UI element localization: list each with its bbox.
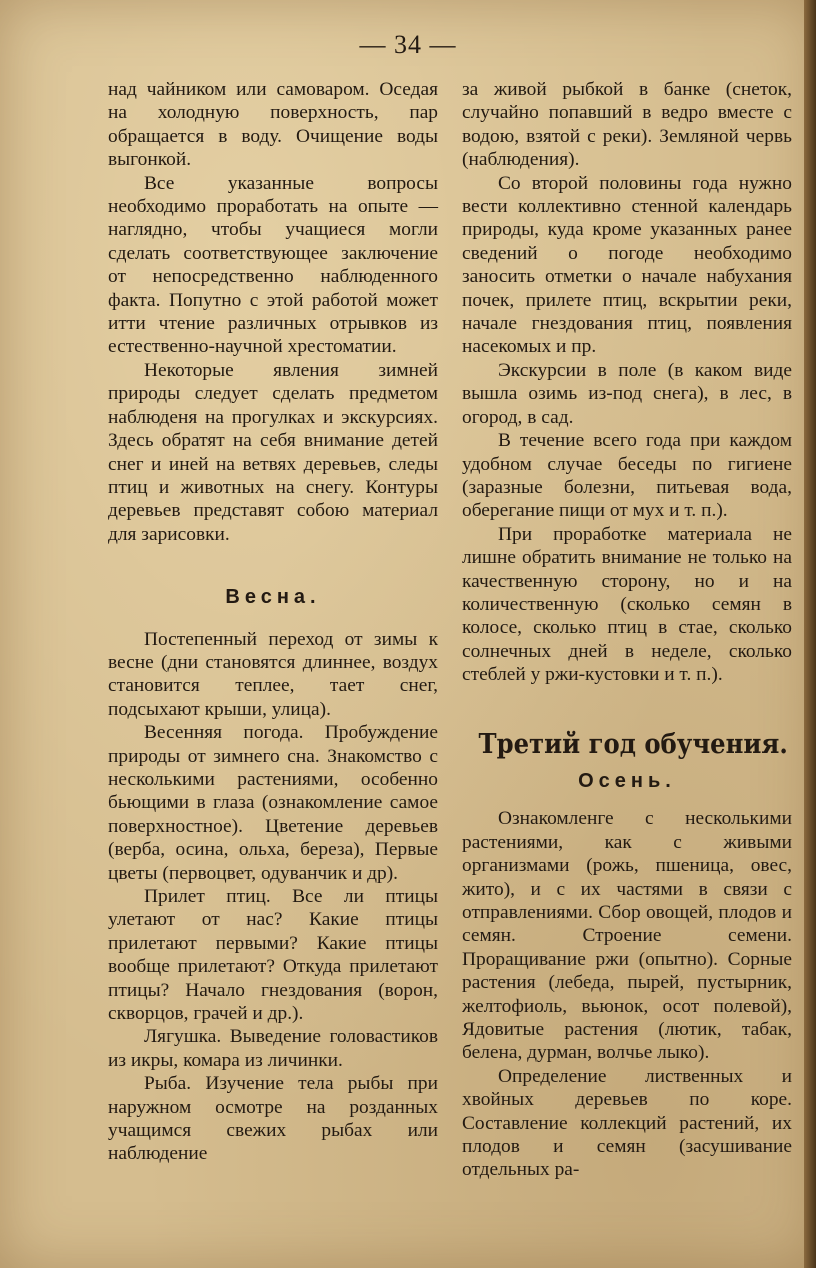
paragraph: Рыба. Изучение тела рыбы при наружном осмотре на розданных учащимся свежих рыбах или наблюдение xyxy=(108,1073,438,1165)
paragraph: При проработке материала не лишне обратить внимание не только на качественную сторону, но и на количественную (сколько семян в колосе, сколько птиц в стае, сколько солнечных дней в неделе, сколько стеблей у ржи-кустовки и т. п.). xyxy=(462,523,792,686)
chapter-title: Третий год обучения. xyxy=(478,728,788,760)
paragraph: Ознакомленге с несколькими растениями, как с живыми организмами (рожь, пшеница, овес, жито), и с их частями в связи с отправлениями. Сбор овощей, плодов и семян. Строение семени. Проращивание ржи (опытно). Сорные растения (лебеда, пырей, пустырник, желтофиоль, вьюнок, осот полевой), Ядовитые растения (лютик, табак, белена, дурман, волчье лыко). xyxy=(462,808,792,1064)
page-number: — 34 — xyxy=(359,30,457,59)
section-heading-spring: Весна. xyxy=(225,586,321,609)
paragraph: Постепенный переход от зимы к весне (дни становятся длиннее, воздух становится теплее, тает снег, подсыхают крыши, улица). xyxy=(108,628,438,720)
paragraph: Прилет птиц. Все ли птицы улетают от нас? Какие птицы прилетают первыми? Какие птицы вообще прилетают? Откуда прилетают птицы? Начало гнездования (ворон, скворцов, грачей и др.). xyxy=(108,886,438,1025)
paragraph: В течение всего года при каждом удобном случае беседы по гигиене (заразные болезни, питьевая вода, оберегание пищи от мух и т. п.). xyxy=(462,430,792,522)
page-edge-shadow xyxy=(804,0,816,1268)
paragraph: за живой рыбкой в банке (снеток, случайно попавший в ведро вместе с водою, взятой с реки). Земляной червь (наблюдения). xyxy=(462,79,792,171)
section-heading-autumn: Осень. xyxy=(578,769,676,792)
right-column xyxy=(462,78,792,1182)
left-column xyxy=(108,78,438,1166)
paragraph: Все указанные вопросы необходимо проработать на опыте — наглядно, чтобы учащиеся могли сделать соответствующее заключение от непосредственно наблюденного факта. Попутно с этой работой может итти чтение различных отрывков из естественно-научной хрестоматии. xyxy=(108,172,438,358)
paragraph: Определение лиственных и хвойных деревьев по коре. Составление коллекций растений, их плодов и семян (засушивание отдельных ра- xyxy=(462,1065,792,1181)
paragraph: Экскурсии в поле (в каком виде вышла озимь из-под снега), в лес, в огород, в сад. xyxy=(462,359,792,428)
paragraph: Со второй половины года нужно вести коллективно стенной календарь природы, куда кроме указанных ранее сведений о погоде необходимо заносить отметки о начале набухания почек, прилете птиц, вскрытии реки, начале гнездования птиц, появления насекомых и пр. xyxy=(462,172,792,358)
paragraph: Весенняя погода. Пробуждение природы от зимнего сна. Знакомство с несколькими растениями, особенно бьющими в глаза (ознакомление самое поверхностное). Цветение деревьев (верба, осина, ольха, береза), Первые цветы (первоцвет, одуванчик и др). xyxy=(108,722,438,884)
paragraph: Лягушка. Выведение головастиков из икры, комара из личинки. xyxy=(108,1026,438,1071)
paragraph: над чайником или самоваром. Оседая на холодную поверхность, пар обращается в воду. Очищение воды выгонкой. xyxy=(108,79,438,171)
paragraph: Некоторые явления зимней природы следует сделать предметом наблюденя на прогулках и экскурсиях. Здесь обратят на себя внимание детей снег и иней на ветвях деревьев, следы птиц и животных на снегу. Контуры деревьев представят собою материал для зарисовки. xyxy=(108,359,438,545)
